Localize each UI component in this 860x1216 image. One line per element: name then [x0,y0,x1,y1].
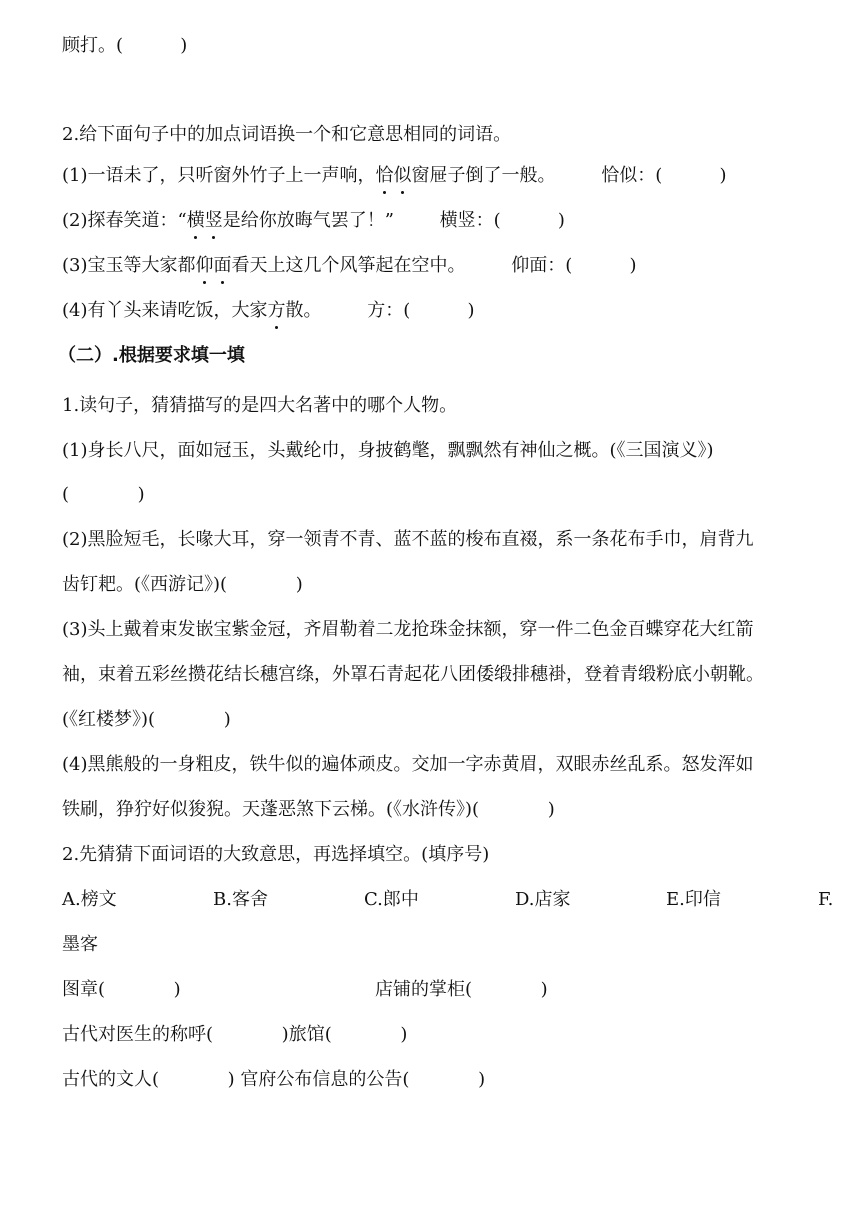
answer-blank: ( ) [62,484,145,505]
question-item [62,163,836,189]
fill-item: 店铺的掌柜( ) [375,979,548,1000]
text-line: 齿钉耙。(《西游记》)( ) [62,574,303,595]
text-line: 铁刷，狰狞好似狻猊。天蓬恶煞下云梯。(《水浒传》)( ) [62,799,555,820]
dotted-char: 恰 [376,163,394,189]
option-c: C.郎中 [364,889,419,910]
option-f-text: 墨客 [62,934,98,955]
text: (1)一语未了，只听窗外竹子上一声响， [62,165,376,186]
dotted-char: 似 [394,163,412,189]
question-heading: 1.读句子，猜猜描写的是四大名著中的哪个人物。 [62,395,458,416]
option-e: E.印信 [666,889,721,910]
text-line: (4)黑熊般的一身粗皮，铁牛似的遍体顽皮。交加一字赤黄眉，双眼赤丝乱系。怒发浑如 [62,754,754,775]
dotted-char: 横 [187,208,205,234]
text-line: (3)头上戴着束发嵌宝紫金冠，齐眉勒着二龙抢珠金抹额，穿一件二色金百蝶穿花大红箭 [62,619,754,640]
option-d: D.店家 [515,889,571,910]
dotted-char: 方 [268,298,286,324]
text-line: (2)黑脸短毛，长喙大耳，穿一领青不青、蓝不蓝的梭布直裰，系一条花布手巾，肩背九 [62,529,754,550]
text: (2)探春笑道：“ [62,210,187,231]
dotted-char: 竖 [205,208,223,234]
question-heading: 2.给下面句子中的加点词语换一个和它意思相同的词语。 [62,124,512,145]
option-a: A.榜文 [62,889,117,910]
fill-item: 古代的文人( ) 官府公布信息的公告( ) [62,1069,486,1090]
text: 窗屉子倒了一般。 恰似：( ) [411,165,727,186]
text-line: 顾打。( ) [62,35,188,56]
question-item [62,253,836,279]
question-item [62,298,836,324]
option-b: B.客舍 [213,889,268,910]
dotted-char: 仰 [196,253,214,279]
text-line: (《红楼梦》)( ) [62,709,231,730]
text: (3)宝玉等大家都 [62,255,196,276]
dotted-char: 面 [214,253,232,279]
option-f: F. [818,889,834,910]
text: (4)有丫头来请吃饭，大家 [62,300,268,321]
text: 散。 方：( ) [285,300,475,321]
text-line: 袖，束着五彩丝攒花结长穗宫绦，外罩石青起花八团倭缎排穗褂，登着青缎粉底小朝靴。 [62,664,764,685]
fill-item: 图章( ) [62,979,181,1000]
text: 看天上这几个风筝起在空中。 仰面：( ) [231,255,637,276]
text-line: (1)身长八尺，面如冠玉，头戴纶巾，身披鹤氅，飘飘然有神仙之概。(《三国演义》) [62,440,714,461]
question-item [62,208,836,234]
text: 是给你放晦气罢了！” 横竖：( ) [222,210,565,231]
section-heading: （二）.根据要求填一填 [58,345,245,366]
fill-item: 古代对医生的称呼( )旅馆( ) [62,1024,408,1045]
question-heading: 2.先猜猜下面词语的大致意思，再选择填空。(填序号) [62,844,490,865]
